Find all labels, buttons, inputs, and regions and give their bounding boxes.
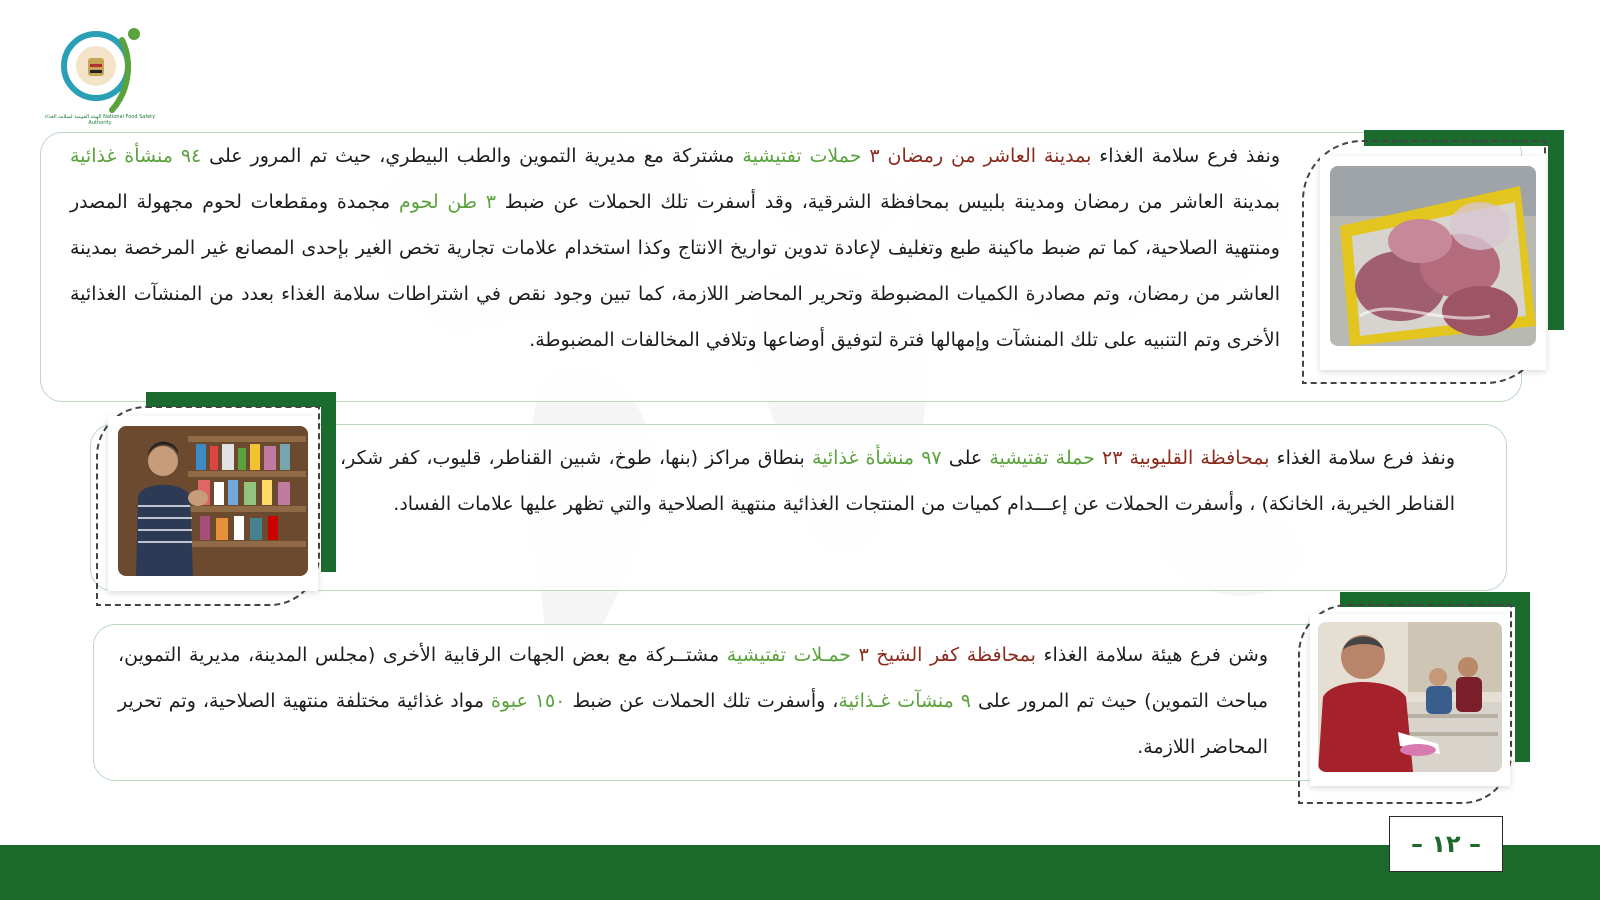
page-number-box <box>1389 816 1503 872</box>
pharmacy-inspection-photo <box>118 426 308 576</box>
frozen-meat-photo <box>1330 166 1536 346</box>
highlight-seized: ١٥٠ عبوة <box>490 690 566 712</box>
photo-frame-market <box>1298 592 1530 804</box>
highlight-location: بمحافظة كفر الشيخ ٣ <box>851 644 1036 666</box>
highlight-location: بمدينة العاشر من رمضان ٣ <box>861 145 1092 167</box>
highlight-campaigns: حملة تفتيشية <box>989 447 1095 469</box>
photo-frame-meat <box>1302 130 1564 392</box>
logo-caption: الهيئة القومية لسلامة الغذاء National Food Safety Authority <box>44 114 156 126</box>
paragraph-qalyubia: ونفذ فرع سلامة الغذاء بمحافظة القليوبية ٢٣ حملة تفتيشية على ٩٧ منشأة غذائية بنطاق مراكز (بنها، طوخ، شبين القناطر، قليوب، كفر شكر، القناطر الخيرية، الخانكة) ، وأسفرت الحملات عن إعـــدام كميات من المنتجات الغذائية منتهية الصلاحية والتي تظهر عليها علامات الفساد. <box>340 447 1456 515</box>
highlight-campaigns: حمـلات تفتيشية <box>726 644 852 666</box>
paragraph-sharqia: ونفذ فرع سلامة الغذاء بمدينة العاشر من رمضان ٣ حملات تفتيشية مشتركة مع مديرية التموين والطب البيطري، حيث تم المرور على ٩٤ منشأة غذائية بمدينة العاشر من رمضان ومدينة بلبيس بمحافظة الشرقية، وقد أسفرت تلك الحملات عن ضبط ٣ طن لحوم مجمدة ومقطعات لحوم مجهولة المصدر ومنتهية الصلاحية، كما تم ضبط ماكينة طبع وتغليف لإعادة تدوين تواريخ الانتاج وكذا استخدام علامات تجارية تخص الغير بإحدى المصانع غير المرخصة بمدينة العاشر من رمضان، وتم مصادرة الكميات المضبوطة وتحرير المحاضر اللازمة، كما تبين وجود نقص في اشتراطات سلامة الغذاء بعدد من المنشآت الغذائية الأخرى وتم التنبيه على تلك المنشآت وإمهالها فترة لتوفيق أوضاعها وتلافي المخالفات المضبوطة. <box>70 145 1281 351</box>
highlight-seized: ٣ طن لحوم <box>398 191 496 213</box>
highlight-facilities: ٩٧ منشأة غذائية <box>811 447 942 469</box>
highlight-location: بمحافظة القليوبية ٢٣ <box>1094 447 1270 469</box>
highlight-facilities: ٩٤ منشأة غذائية <box>70 145 202 167</box>
market-inspection-photo <box>1318 622 1502 772</box>
footer-bar <box>0 845 1600 900</box>
photo-frame-inspector <box>96 392 336 604</box>
paragraph-kafr-el-sheikh: وشن فرع هيئة سلامة الغذاء بمحافظة كفر الشيخ ٣ حمـلات تفتيشية مشتــركة مع بعض الجهات الرقابية الأخرى (مجلس المدينة، مديرية التموين، مباحث التموين) حيث تم المرور على ٩ منشآت غـذائية، وأسفرت تلك الحملات عن ضبط ١٥٠ عبوة مواد غذائية مختلفة منتهية الصلاحية، وتم تحرير المحاضر اللازمة. <box>118 644 1268 758</box>
highlight-facilities: ٩ منشآت غـذائية <box>838 690 972 712</box>
page-number: – ١٢ – <box>1410 830 1481 858</box>
highlight-campaigns: حملات تفتيشية <box>742 145 862 167</box>
